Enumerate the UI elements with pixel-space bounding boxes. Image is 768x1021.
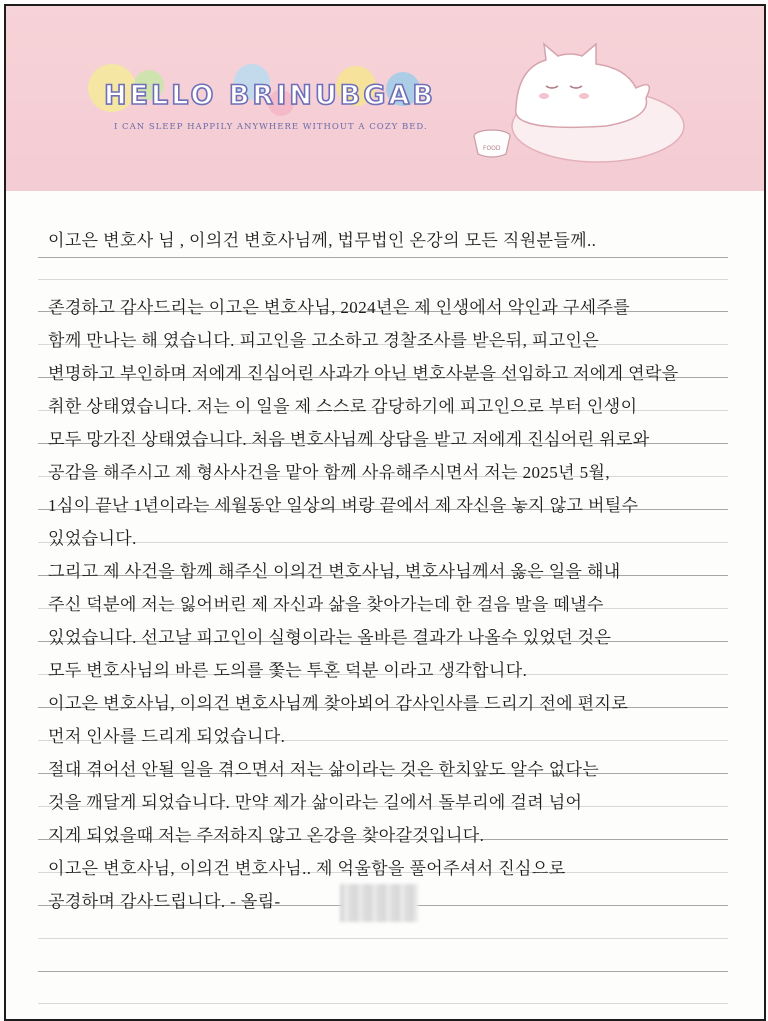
- letter-line: 이고은 변호사님, 이의건 변호사님께 찾아뵈어 감사인사를 드리기 전에 편지로: [48, 694, 629, 713]
- ruled-line: [38, 1003, 728, 1004]
- letter-line: 함께 만나는 해 였습니다. 피고인을 고소하고 경찰조사를 받은뒤, 피고인은: [48, 331, 600, 350]
- letter-line: 절대 겪어선 안될 일을 겪으면서 저는 삶이라는 것은 한치앞도 알수 없다는: [48, 760, 600, 779]
- letter-line: 것을 깨달게 되었습니다. 만약 제가 삶이라는 길에서 돌부리에 걸려 넘어: [48, 793, 583, 812]
- letter-line: 모두 변호사님의 바른 도의를 쫓는 투혼 덕분 이라고 생각합니다.: [48, 661, 528, 680]
- letter-line: 변명하고 부인하며 저에게 진심어린 사과가 아닌 변호사분을 선임하고 저에게 연락을: [48, 364, 679, 383]
- letter-line: 주신 덕분에 저는 잃어버린 제 자신과 삶을 찾아가는데 한 걸음 발을 떼낼수: [48, 595, 604, 614]
- letter-line: 지게 되었을때 저는 주저하지 않고 온강을 찾아갈것입니다.: [48, 826, 485, 845]
- ruled-line: [38, 938, 728, 939]
- letter-line: 먼저 인사를 드리게 되었습니다.: [48, 727, 286, 746]
- food-bowl-label: FOOD: [483, 145, 501, 152]
- food-bowl: [474, 130, 510, 157]
- letter-line: 이고은 변호사님, 이의건 변호사님.. 제 억울함을 풀어주셔서 진심으로: [48, 859, 566, 878]
- ruled-line: [38, 279, 728, 280]
- letter-line: 있었습니다.: [48, 529, 137, 548]
- cat-blush-right: [579, 93, 589, 99]
- header-subtitle: I CAN SLEEP HAPPILY ANYWHERE WITHOUT A COZY BED.: [114, 122, 428, 132]
- letter-line: 존경하고 감사드리는 이고은 변호사님, 2024년은 제 인생에서 악인과 구세주를: [48, 298, 631, 317]
- letter-line: 1심이 끝난 1년이라는 세월동안 일상의 벼랑 끝에서 제 자신을 놓지 않고 버틸수: [48, 496, 639, 515]
- letter-line: 공감을 해주시고 제 형사사건을 맡아 함께 사유해주시면서 저는 2025년 5월,: [48, 463, 611, 482]
- letter-line: 공경하며 감사드립니다. - 올림-: [48, 892, 281, 911]
- redacted-name: [340, 884, 418, 922]
- header-title: HELLO BRINUBGAB: [104, 80, 436, 111]
- letter-line: 취한 상태였습니다. 저는 이 일을 제 스스로 감당하기에 피고인으로 부터 인생이: [48, 397, 638, 416]
- ruled-line: [38, 542, 728, 543]
- letter-line: 이고은 변호사 님 , 이의건 변호사님께, 법무법인 온강의 모든 직원분들께..: [48, 231, 597, 250]
- cat-blush-left: [539, 93, 549, 99]
- stationery-header: [6, 6, 764, 191]
- letter-line: 그리고 제 사건을 함께 해주신 이의건 변호사님, 변호사님께서 옳은 일을 해내: [48, 562, 621, 581]
- letter-page: [4, 4, 766, 1021]
- cat-body: [516, 44, 650, 127]
- sleeping-cat-illustration: [483, 38, 686, 168]
- letter-line: 있었습니다. 선고날 피고인이 실형이라는 올바른 결과가 나올수 있었던 것은: [48, 628, 612, 647]
- ruled-line: [38, 257, 728, 258]
- letter-line: 모두 망가진 상태였습니다. 처음 변호사님께 상담을 받고 저에게 진심어린 위로와: [48, 430, 650, 449]
- ruled-line: [38, 971, 728, 972]
